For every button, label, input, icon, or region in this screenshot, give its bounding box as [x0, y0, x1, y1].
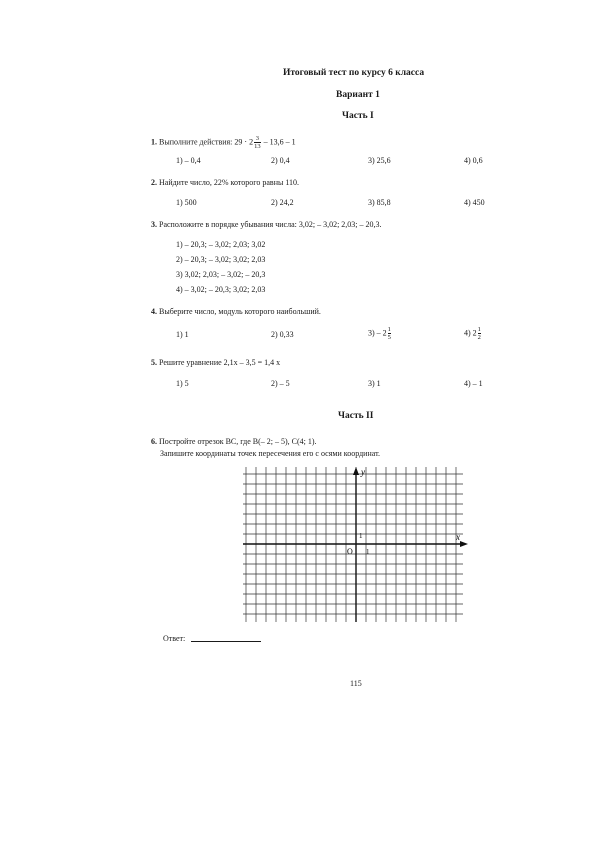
fraction-denominator: 13 [254, 143, 261, 150]
part-one-heading: Часть I [342, 111, 374, 121]
y-axis-label: y [361, 467, 365, 477]
q3-option-4: 4) – 3,02; – 20,3; 3,02; 2,03 [176, 285, 266, 294]
fraction-numerator: 1 [477, 326, 481, 333]
q1-option-4: 4) 0,6 [464, 156, 483, 165]
answer-label: Ответ: [163, 634, 186, 643]
q5-option-3: 3) 1 [368, 379, 381, 388]
q1-option-3: 3) 25,6 [368, 156, 391, 165]
q2-option-2: 2) 24,2 [271, 198, 294, 207]
question-5-number: 5. [151, 358, 157, 367]
q1-option-2: 2) 0,4 [271, 156, 290, 165]
q5-option-4: 4) – 1 [464, 379, 483, 388]
question-6-text: Постройте отрезок BC, где B(– 2; – 5), C(4; 1). [159, 437, 317, 446]
q4-option-2: 2) 0,33 [271, 330, 294, 339]
question-6-text-line2: Запишите координаты точек пересечения его с осями координат. [160, 449, 380, 458]
unit-y-label: 1 [359, 532, 363, 540]
question-6-number: 6. [151, 437, 157, 446]
question-4 [151, 307, 321, 316]
unit-x-label: 1 [366, 548, 370, 556]
origin-label: O [347, 547, 353, 556]
question-4-number: 4. [151, 307, 157, 316]
q4-option-4-fraction [478, 326, 481, 341]
q5-option-2: 2) – 5 [271, 379, 290, 388]
question-2 [151, 178, 299, 187]
q4-option-4-label: 4) 2 [464, 328, 477, 338]
q2-option-3: 3) 85,8 [368, 198, 391, 207]
question-2-number: 2. [151, 178, 157, 187]
q4-option-3-fraction [388, 326, 391, 341]
question-1-text: Выполните действия: 29 · 2 [159, 137, 254, 147]
question-4-text: Выберите число, модуль которого наибольший. [159, 307, 321, 316]
q5-option-1: 1) 5 [176, 379, 189, 388]
page-title: Итоговый тест по курсу 6 класса [283, 68, 425, 78]
question-6 [151, 437, 317, 446]
coordinate-grid[interactable] [243, 467, 468, 622]
question-1 [151, 135, 296, 150]
question-5-text: Решите уравнение 2,1x – 3,5 = 1,4 x [159, 358, 281, 367]
question-1-fraction [254, 135, 261, 150]
question-2-text: Найдите число, 22% которого равны 110. [159, 178, 300, 187]
question-3 [151, 220, 382, 229]
variant-heading: Вариант 1 [336, 90, 380, 100]
x-axis-arrow-icon [460, 541, 468, 547]
page-number: 115 [350, 679, 362, 688]
q2-option-4: 4) 450 [464, 198, 485, 207]
fraction-denominator: 2 [477, 334, 481, 341]
y-axis-arrow-icon [353, 467, 359, 475]
question-1-number: 1. [151, 137, 157, 147]
q3-option-1: 1) – 20,3; – 3,02; 2,03; 3,02 [176, 240, 266, 249]
question-3-text: Расположите в порядке убывания числа: 3,02; – 3,02; 2,03; – 20,3. [159, 220, 382, 229]
q4-option-3-label: 3) – 2 [368, 328, 387, 338]
x-axis-label: x [456, 532, 460, 542]
q4-option-4 [464, 326, 482, 341]
q1-option-1: 1) – 0,4 [176, 156, 201, 165]
q2-option-1: 1) 500 [176, 198, 197, 207]
q3-option-2: 2) – 20,3; – 3,02; 3,02; 2,03 [176, 255, 266, 264]
fraction-numerator: 1 [387, 326, 391, 333]
part-two-heading: Часть II [338, 411, 374, 421]
question-3-number: 3. [151, 220, 157, 229]
q3-option-3: 3) 3,02; 2,03; – 3,02; – 20,3 [176, 270, 266, 279]
answer-line[interactable] [191, 641, 261, 642]
question-1-text-tail: – 13,6 – 1 [263, 137, 296, 147]
fraction-denominator: 5 [387, 334, 391, 341]
question-5 [151, 358, 280, 367]
q4-option-1: 1) 1 [176, 330, 189, 339]
q4-option-3 [368, 326, 392, 341]
fraction-numerator: 3 [255, 135, 259, 142]
